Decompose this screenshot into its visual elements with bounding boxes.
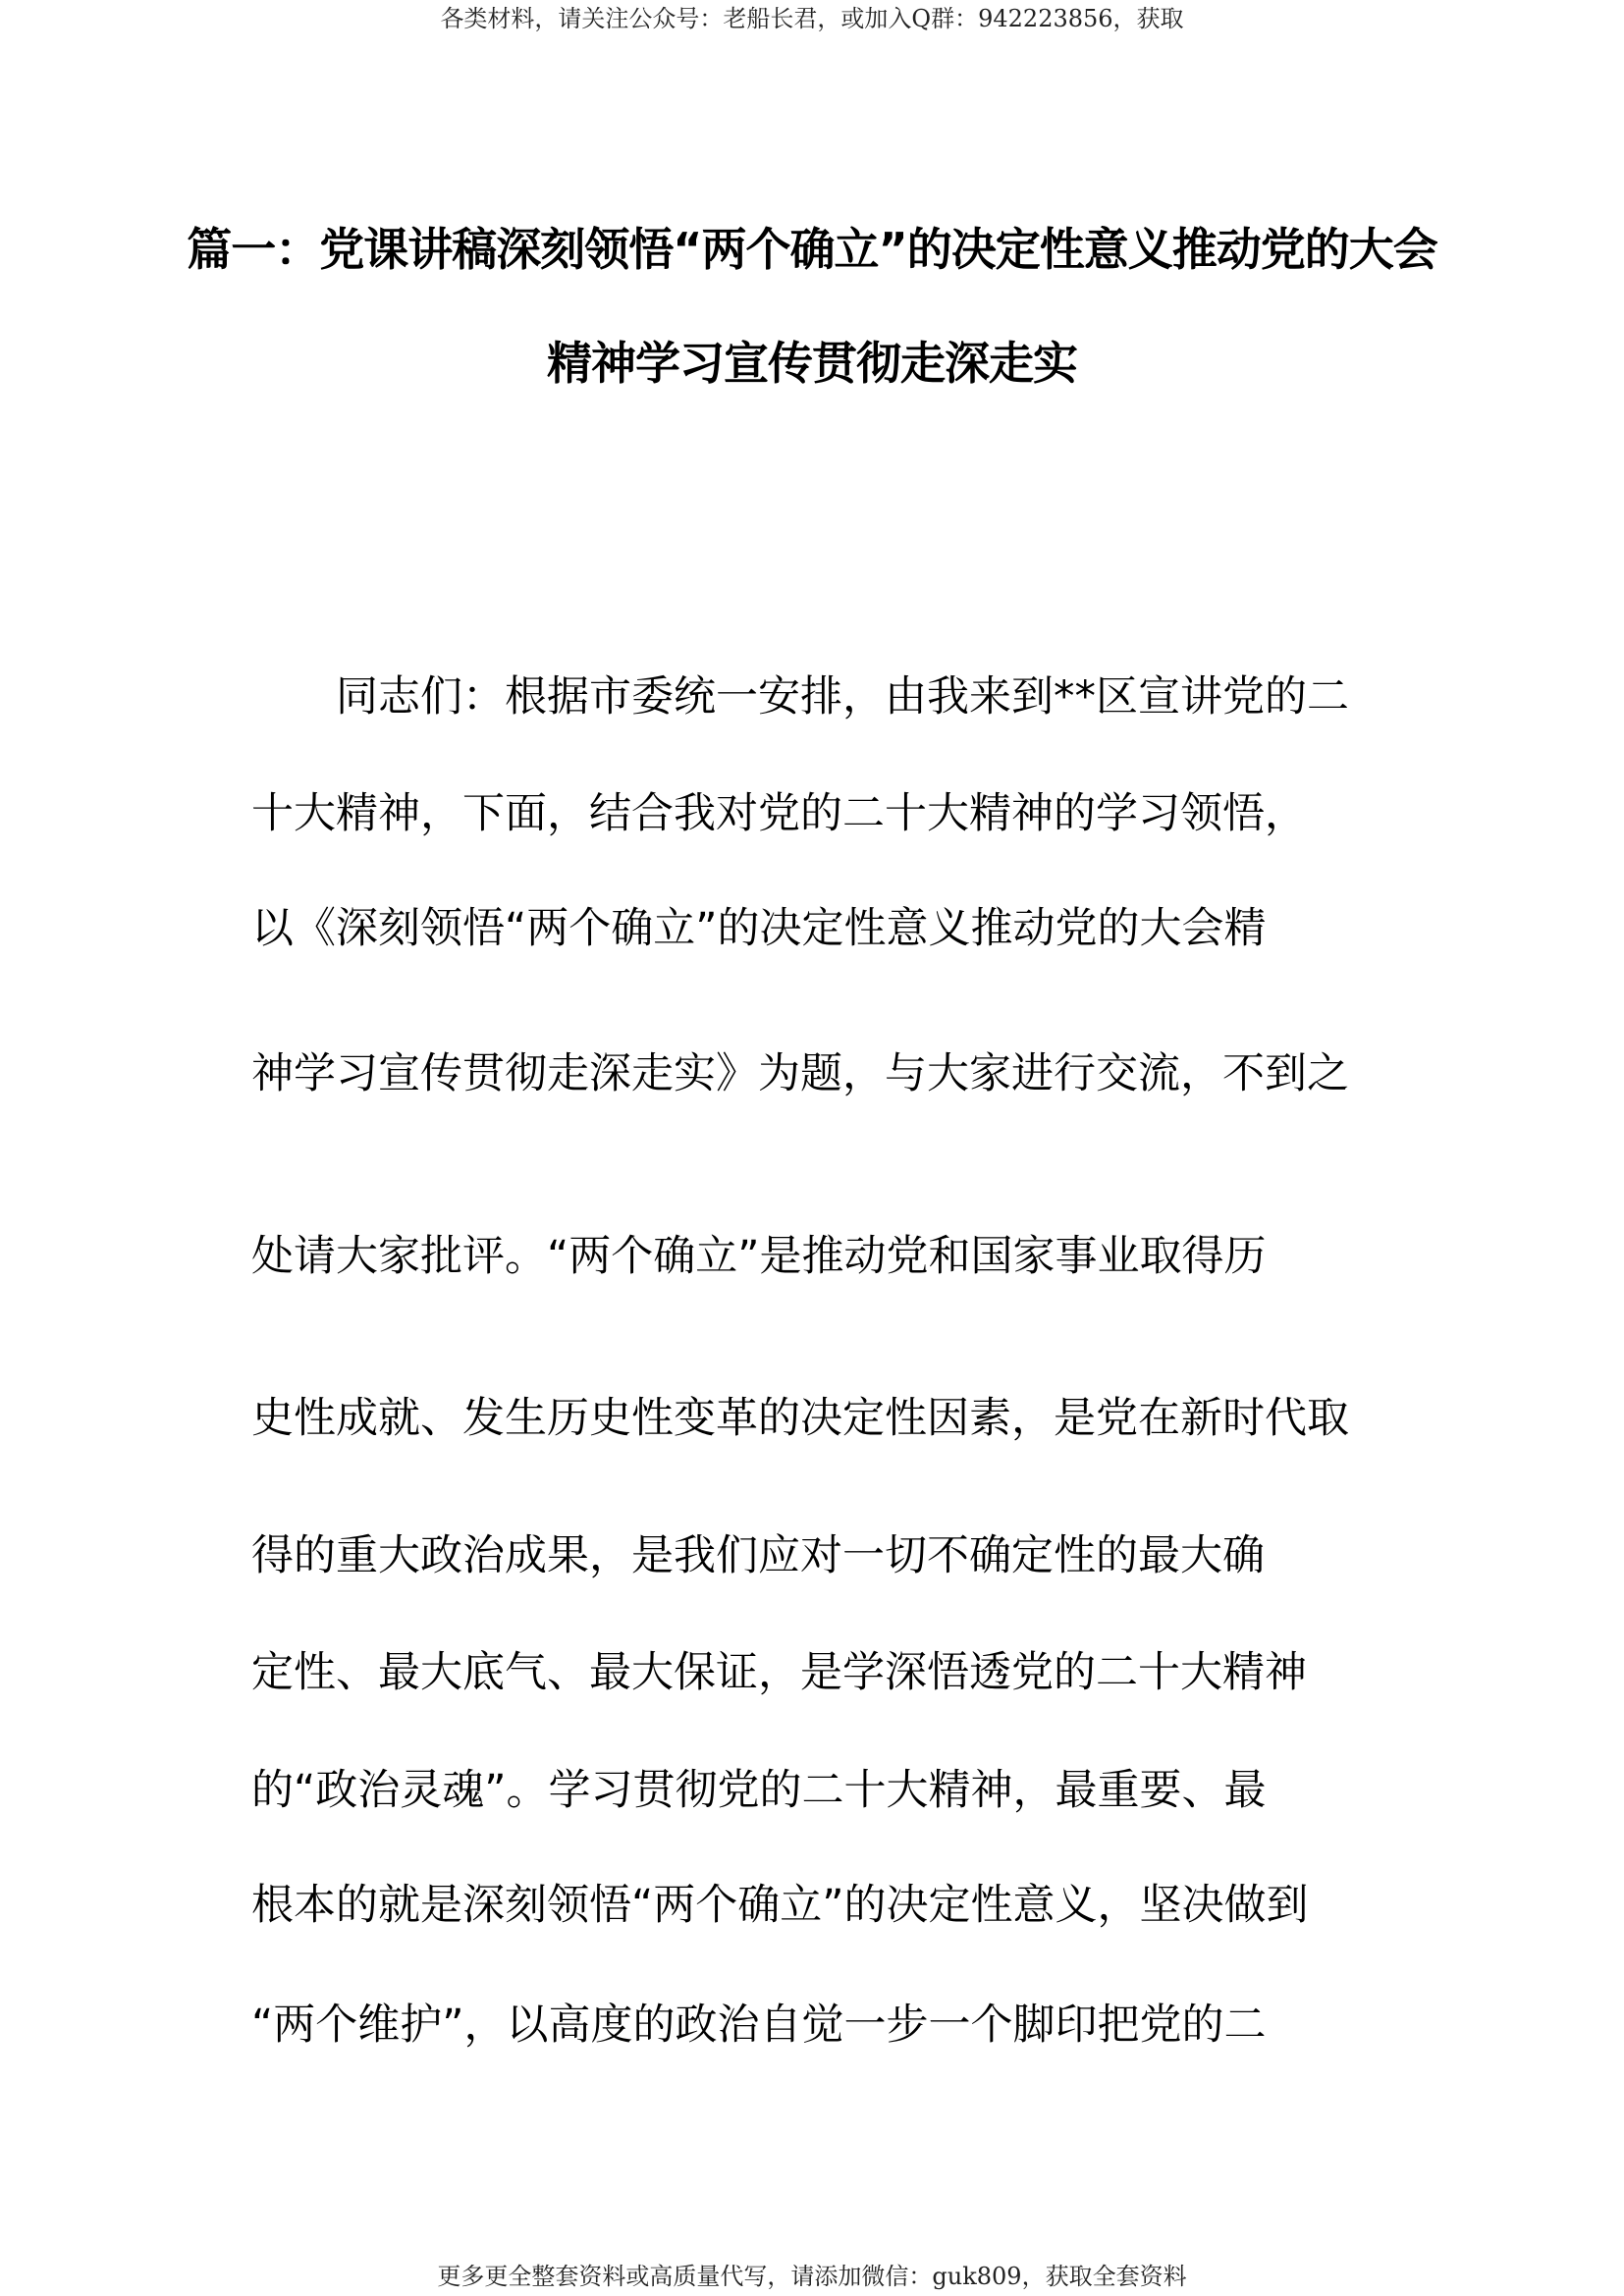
header-note: 各类材料，请关注公众号：老船长君，或加入Q群：942223856，获取 [440, 5, 1184, 32]
body-line: 的“政治灵魂”。学习贯彻党的二十大精神，最重要、最 [251, 1766, 1267, 1815]
footer-note: 更多更全整套资料或高质量代写，请添加微信：guk809，获取全套资料 [437, 2263, 1187, 2290]
body-line: 十大精神，下面，结合我对党的二十大精神的学习领悟， [251, 789, 1307, 838]
body-line: 史性成就、发生历史性变革的决定性因素，是党在新时代取 [251, 1394, 1349, 1443]
body-line: 以《深刻领悟“两个确立”的决定性意义推动党的大会精 [251, 904, 1267, 953]
body-line: 神学习宣传贯彻走深走实》为题，与大家进行交流，不到之 [251, 1049, 1349, 1098]
body-line: 根本的就是深刻领悟“两个确立”的决定性意义，坚决做到 [251, 1881, 1309, 1930]
body-line: 同志们：根据市委统一安排，由我来到**区宣讲党的二 [251, 672, 1349, 721]
title-line-1: 篇一：党课讲稿深刻领悟“两个确立”的决定性意义推动党的大会 [187, 223, 1437, 276]
body-line: 定性、最大底气、最大保证，是学深悟透党的二十大精神 [251, 1648, 1307, 1697]
body-line: 得的重大政治成果，是我们应对一切不确定性的最大确 [251, 1531, 1265, 1580]
body-line: 处请大家批评。“两个确立”是推动党和国家事业取得历 [251, 1232, 1267, 1281]
body-line: “两个维护”，以高度的政治自觉一步一个脚印把党的二 [251, 2001, 1267, 2050]
title-line-2: 精神学习宣传贯彻走深走实 [547, 337, 1077, 390]
